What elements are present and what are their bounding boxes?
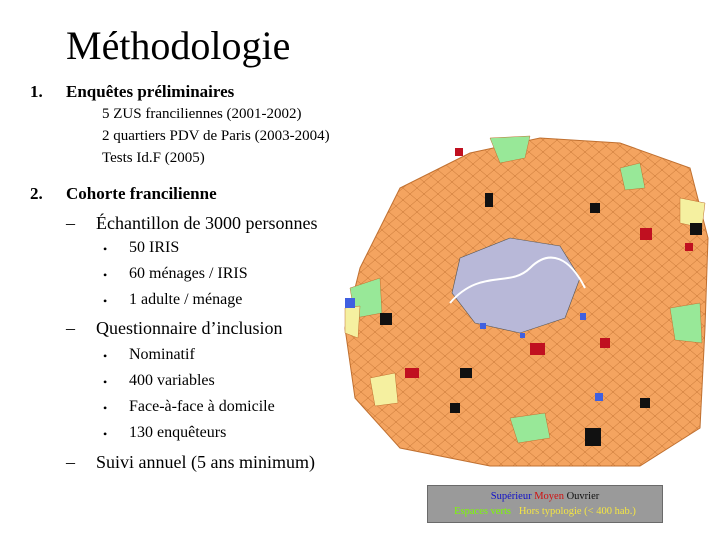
bullet-item: Nominatif: [129, 346, 195, 363]
iris-ouvrier: [640, 398, 650, 408]
iris-moyen: [640, 228, 652, 240]
iris-ouvrier: [585, 428, 601, 446]
legend-espaces-verts: Espaces verts: [454, 506, 511, 517]
bullet-marker: •: [103, 427, 108, 441]
yellow-zone: [370, 373, 398, 406]
legend-hors-typologie: Hors typologie (< 400 hab.): [518, 506, 636, 517]
bullet-item: 60 ménages / IRIS: [129, 265, 248, 282]
iris-ouvrier: [380, 313, 392, 325]
section-heading-1: Enquêtes préliminaires: [66, 82, 235, 101]
iris-superieur: [480, 323, 486, 329]
bullet-item: 130 enquêteurs: [129, 424, 227, 441]
section-1-line: Tests Id.F (2005): [102, 150, 205, 166]
section-1-line: 5 ZUS franciliennes (2001-2002): [102, 106, 302, 122]
bullet-marker: •: [103, 242, 108, 256]
item-label: Questionnaire d’inclusion: [96, 318, 283, 338]
iris-moyen: [405, 368, 419, 378]
iris-superieur: [595, 393, 603, 401]
yellow-zone: [345, 306, 360, 338]
dash-marker: –: [66, 452, 75, 472]
iris-ouvrier: [590, 203, 600, 213]
iris-moyen: [685, 243, 693, 251]
bullet-marker: •: [103, 401, 108, 415]
iris-ouvrier: [690, 223, 702, 235]
legend-moyen: Moyen: [534, 491, 564, 502]
iris-superieur: [345, 298, 355, 308]
section-1-line: 2 quartiers PDV de Paris (2003-2004): [102, 128, 330, 144]
item-label: Suivi annuel (5 ans minimum): [96, 452, 315, 472]
legend-superieur: Supérieur: [490, 491, 532, 502]
section-number-2: 2.: [30, 184, 43, 203]
slide-title: Méthodologie: [66, 23, 291, 68]
iris-superieur: [520, 333, 525, 338]
iris-ouvrier: [450, 403, 460, 413]
iris-map: [340, 128, 710, 468]
section-heading-2: Cohorte francilienne: [66, 184, 217, 203]
dash-marker: –: [66, 318, 75, 338]
green-space: [670, 303, 702, 343]
bullet-item: 400 variables: [129, 372, 215, 389]
map-legend: [427, 485, 663, 523]
iris-moyen: [455, 148, 463, 156]
bullet-item: Face-à-face à domicile: [129, 398, 275, 415]
bullet-item: 50 IRIS: [129, 239, 180, 256]
bullet-marker: •: [103, 349, 108, 363]
item-label: Échantillon de 3000 personnes: [96, 213, 318, 233]
iris-ouvrier: [460, 368, 472, 378]
bullet-marker: •: [103, 268, 108, 282]
iris-ouvrier: [485, 193, 493, 207]
dash-marker: –: [66, 213, 75, 233]
bullet-item: 1 adulte / ménage: [129, 291, 243, 308]
legend-ouvrier: Ouvrier: [566, 491, 600, 502]
bullet-marker: •: [103, 375, 108, 389]
iris-moyen: [600, 338, 610, 348]
iris-moyen: [530, 343, 545, 355]
section-number-1: 1.: [30, 82, 43, 101]
bullet-marker: •: [103, 294, 108, 308]
iris-superieur: [580, 313, 586, 320]
